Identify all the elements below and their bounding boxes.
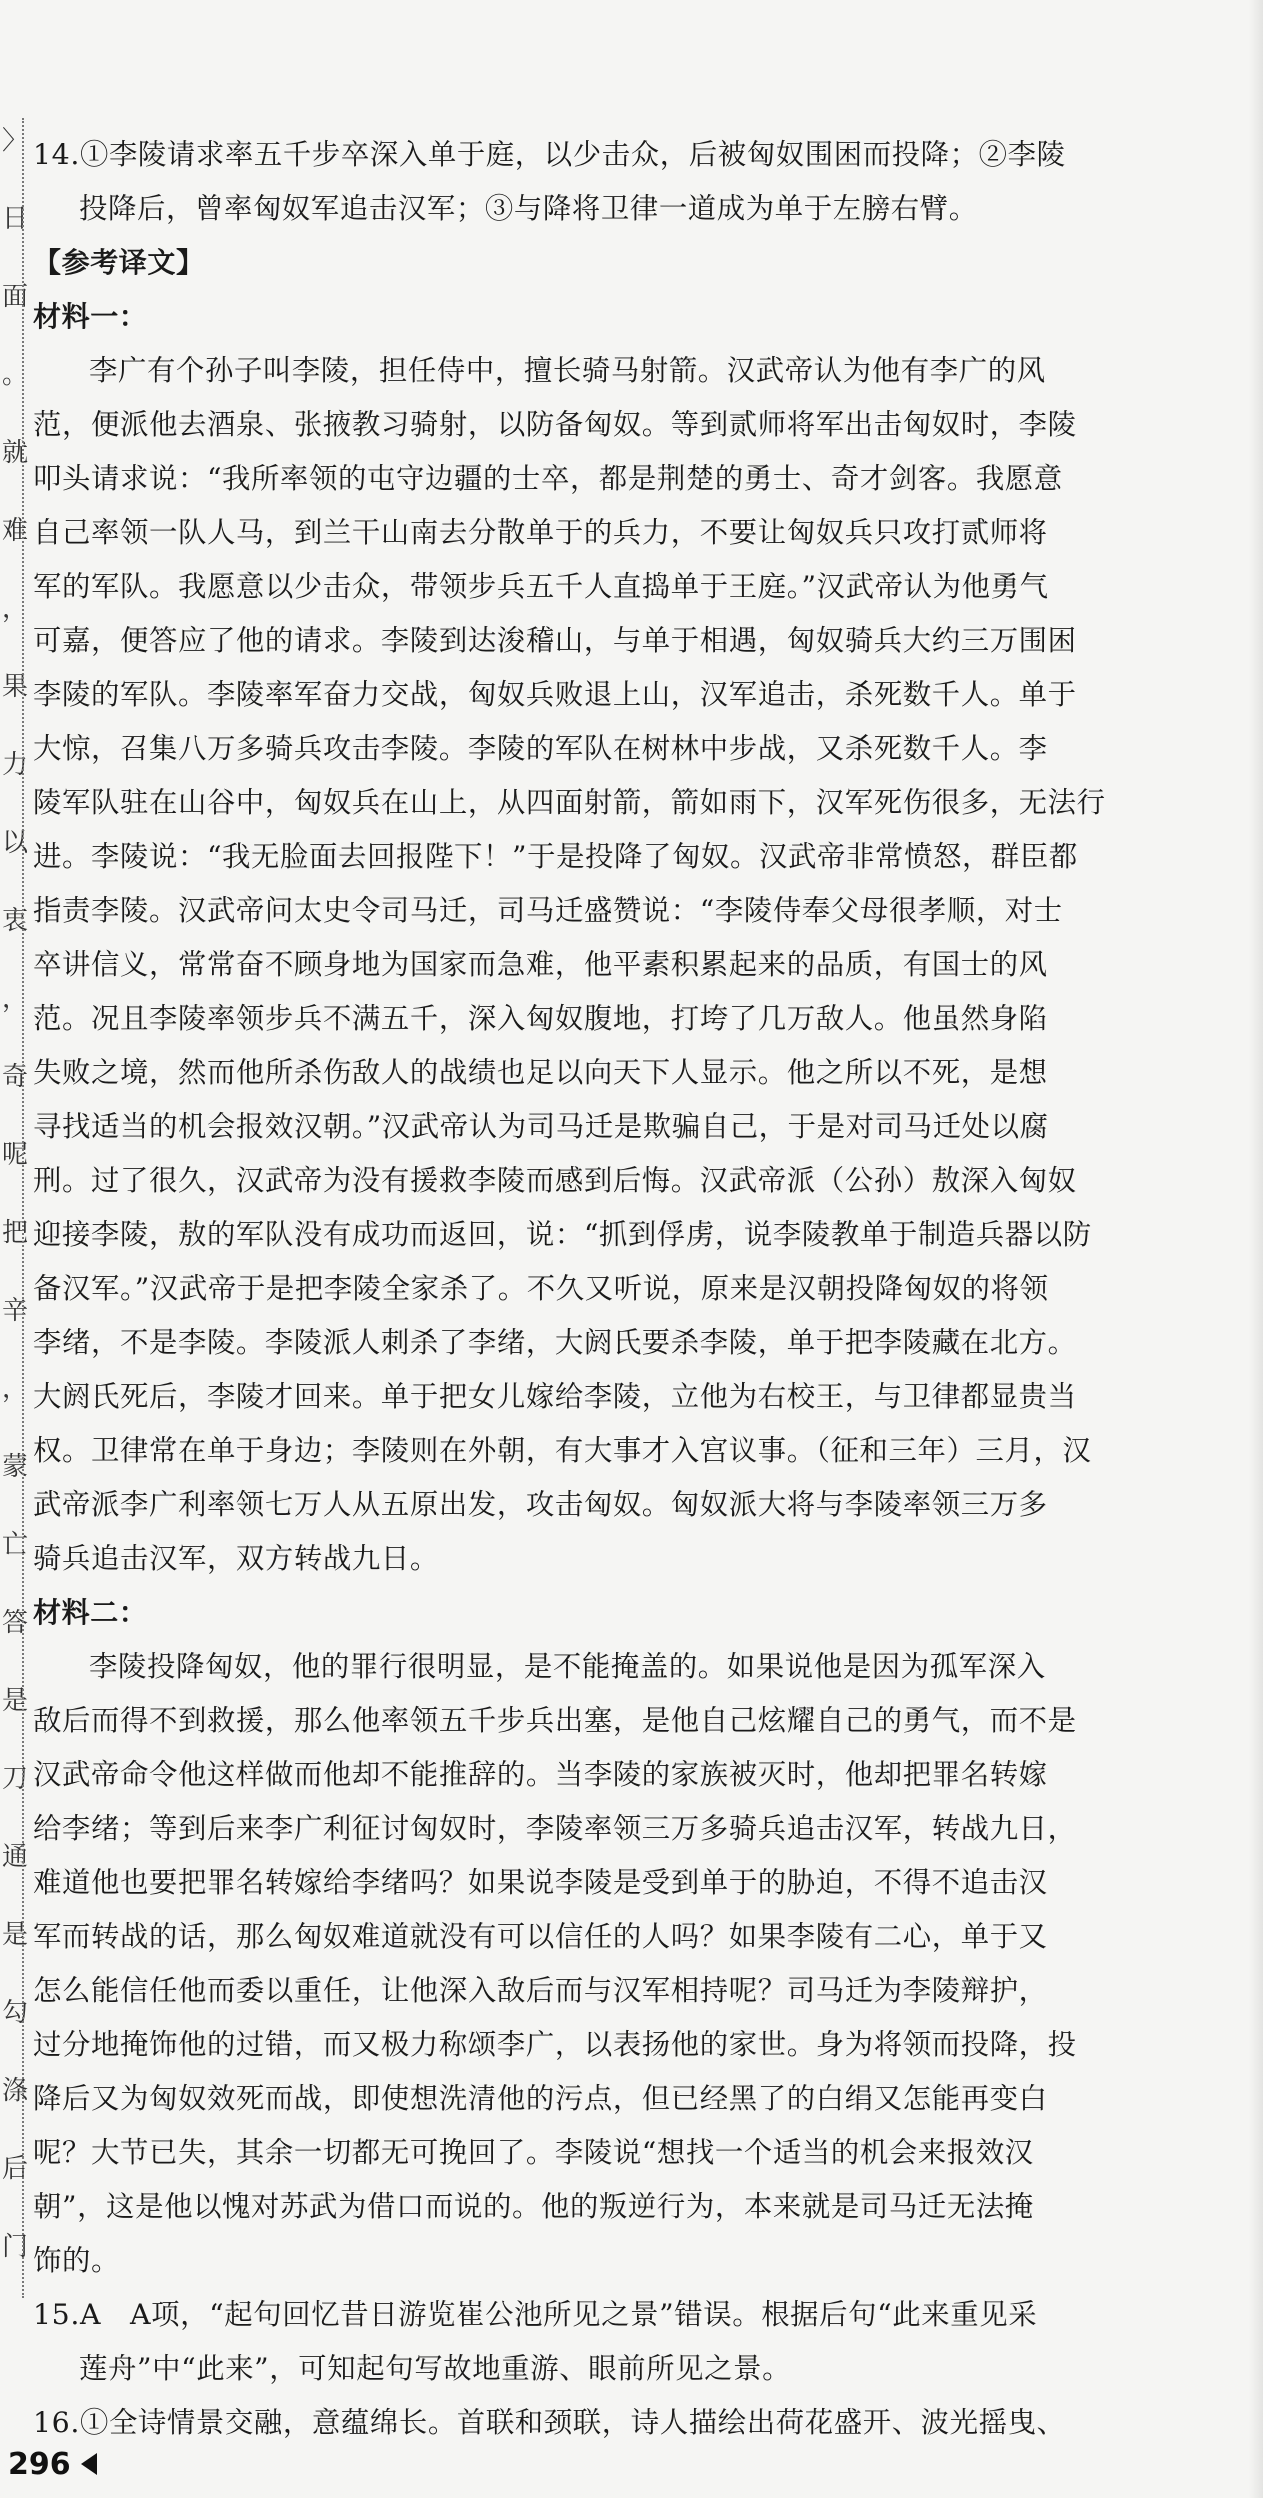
- material1-line: 李陵的军队。李陵率军奋力交战，匈奴兵败退上山，汉军追击，杀死数千人。单于: [33, 678, 1077, 711]
- edge-fragment: 面: [2, 282, 29, 312]
- edge-fragment: 辛: [2, 1296, 29, 1326]
- q15-line-2: 莲舟”中“此来”，可知起句写故地重游、眼前所见之景。: [79, 2352, 792, 2385]
- opposite-page-edge: [0, 120, 29, 2300]
- translation-heading: 【参考译文】: [33, 246, 205, 279]
- q14-line-2: 投降后，曾率匈奴军追击汉军；③与降将卫律一道成为单于左膀右臂。: [79, 192, 978, 225]
- material2-line: 呢？大节已失，其余一切都无可挽回了。李陵说“想找一个适当的机会来报效汉: [33, 2136, 1034, 2169]
- edge-fragment: 是: [2, 1920, 29, 1950]
- material1-line: 范。况且李陵率领步兵不满五千，深入匈奴腹地，打垮了几万敌人。他虽然身陷: [33, 1002, 1048, 1035]
- edge-fragment: 门: [2, 2232, 29, 2262]
- material1-line: 军的军队。我愿意以少击众，带领步兵五千人直捣单于王庭。”汉武帝认为他勇气: [33, 570, 1049, 603]
- material2-line: 军而转战的话，那么匈奴难道就没有可以信任的人吗？如果李陵有二心，单于又: [33, 1920, 1048, 1953]
- edge-fragment: 难: [2, 516, 29, 546]
- material1-line: 李绪，不是李陵。李陵派人刺杀了李绪，大阏氏要杀李陵，单于把李陵藏在北方。: [33, 1326, 1077, 1359]
- edge-fragment: 奇: [2, 1062, 29, 1092]
- material1-line: 进。李陵说：“我无脸面去回报陛下！”于是投降了匈奴。汉武帝非常愤怒，群臣都: [33, 840, 1078, 873]
- edge-fragment: ，: [2, 1374, 29, 1404]
- material1-line: 武帝派李广利率领七万人从五原出发，攻击匈奴。匈奴派大将与李陵率领三万多: [33, 1488, 1048, 1521]
- material2-heading: 材料二：: [33, 1596, 148, 1629]
- material1-line: 大阏氏死后，李陵才回来。单于把女儿嫁给李陵，立他为右校王，与卫律都显贵当: [33, 1380, 1077, 1413]
- material1-line: 寻找适当的机会报效汉朝。”汉武帝认为司马迁是欺骗自己，于是对司马迁处以腐: [33, 1110, 1049, 1143]
- edge-fragment: 亡: [2, 1530, 29, 1560]
- edge-fragment: 涤: [2, 2076, 29, 2106]
- material2-line: 朝”，这是他以愧对苏武为借口而说的。他的叛逆行为，本来就是司马迁无法掩: [33, 2190, 1034, 2223]
- material1-line: 指责李陵。汉武帝问太史令司马迁，司马迁盛赞说：“李陵侍奉父母很孝顺，对士: [33, 894, 1063, 927]
- left-triangle-icon: [81, 2453, 97, 2475]
- material1-line: 迎接李陵，敖的军队没有成功而返回，说：“抓到俘虏，说李陵教单于制造兵器以防: [33, 1218, 1092, 1251]
- material1-line: 可嘉，便答应了他的请求。李陵到达浚稽山，与单于相遇，匈奴骑兵大约三万围困: [33, 624, 1077, 657]
- page-footer: [8, 2444, 97, 2484]
- material1-line: 骑兵追击汉军，双方转战九日。: [33, 1542, 439, 1575]
- edge-fragment: 通: [2, 1842, 29, 1872]
- material1-line: 失败之境，然而他所杀伤敌人的战绩也足以向天下人显示。他之所以不死，是想: [33, 1056, 1048, 1089]
- edge-fragment: 以: [2, 828, 29, 858]
- material2-body: [33, 1640, 1077, 2288]
- edge-fragment: 日: [2, 204, 29, 234]
- material1-heading: 材料一：: [33, 300, 148, 333]
- material1-line: 备汉军。”汉武帝于是把李陵全家杀了。不久又听说，原来是汉朝投降匈奴的将领: [33, 1272, 1049, 1305]
- edge-fragment: 勾: [2, 1998, 29, 2028]
- material2-line: 李陵投降匈奴，他的罪行很明显，是不能掩盖的。如果说他是因为孤军深入: [89, 1650, 1046, 1683]
- material1-line: 自己率领一队人马，到兰干山南去分散单于的兵力，不要让匈奴兵只攻打贰师将: [33, 516, 1048, 549]
- material2-line: 饰的。: [33, 2244, 120, 2277]
- q14-line-1: 14.①李陵请求率五千步卒深入单于庭，以少击众，后被匈奴围困而投降；②李陵: [33, 138, 1066, 171]
- material1-line: 陵军队驻在山谷中，匈奴兵在山上，从四面射箭，箭如雨下，汉军死伤很多，无法行: [33, 786, 1106, 819]
- q15-line-1: 15.A A项，“起句回忆昔日游览崔公池所见之景”错误。根据后句“此来重见采: [33, 2298, 1038, 2331]
- material1-line: 叩头请求说：“我所率领的屯守边疆的士卒，都是荆楚的勇士、奇才剑客。我愿意: [33, 462, 1063, 495]
- edge-fragment: 是: [2, 1686, 29, 1716]
- edge-fragment: 答: [2, 1608, 29, 1638]
- edge-fragment: 果: [2, 672, 29, 702]
- edge-fragment: 蒙: [2, 1452, 29, 1482]
- edge-fragment: 刀: [2, 1764, 29, 1794]
- material1-body: [33, 344, 1106, 1586]
- material2-line: 敌后而得不到救援，那么他率领五千步兵出塞，是他自己炫耀自己的勇气，而不是: [33, 1704, 1077, 1737]
- material2-line: 给李绪；等到后来李广利征讨匈奴时，李陵率领三万多骑兵追击汉军，转战九日，: [33, 1812, 1077, 1845]
- material2-line: 汉武帝命令他这样做而他却不能推辞的。当李陵的家族被灭时，他却把罪名转嫁: [33, 1758, 1048, 1791]
- edge-fragment: 〉: [2, 126, 29, 156]
- edge-fragment: 力: [2, 750, 29, 780]
- edge-fragment: ，: [2, 594, 29, 624]
- material1-line: 刑。过了很久，汉武帝为没有援救李陵而感到后悔。汉武帝派（公孙）敖深入匈奴: [33, 1164, 1077, 1197]
- page-number: 296: [8, 2446, 71, 2482]
- edge-fragment: 呢: [2, 1140, 29, 1170]
- edge-fragment: 就: [2, 438, 29, 468]
- material2-line: 难道他也要把罪名转嫁给李绪吗？如果说李陵是受到单于的胁迫，不得不追击汉: [33, 1866, 1048, 1899]
- dotted-margin-rule: [22, 118, 24, 2298]
- material1-line: 卒讲信义，常常奋不顾身地为国家而急难，他平素积累起来的品质，有国士的风: [33, 948, 1048, 981]
- edge-fragment: ，: [2, 984, 29, 1014]
- material1-line: 权。卫律常在单于身边；李陵则在外朝，有大事才入宫议事。（征和三年）三月，汉: [33, 1434, 1092, 1467]
- material2-line: 怎么能信任他而委以重任，让他深入敌后而与汉军相持呢？司马迁为李陵辩护，: [33, 1974, 1048, 2007]
- q16-line-1: 16.①全诗情景交融，意蕴绵长。首联和颈联，诗人描绘出荷花盛开、波光摇曳、: [33, 2406, 1066, 2439]
- edge-fragment: 后: [2, 2154, 29, 2184]
- edge-fragment: 把: [2, 1218, 29, 1248]
- edge-fragment: 衷: [2, 906, 29, 936]
- material2-line: 过分地掩饰他的过错，而又极力称颂李广，以表扬他的家世。身为将领而投降，投: [33, 2028, 1077, 2061]
- material1-line: 李广有个孙子叫李陵，担任侍中，擅长骑马射箭。汉武帝认为他有李广的风: [89, 354, 1046, 387]
- answer-content: [33, 128, 1106, 2450]
- material1-line: 范，便派他去酒泉、张掖教习骑射，以防备匈奴。等到贰师将军出击匈奴时，李陵: [33, 408, 1077, 441]
- material1-line: 大惊，召集八万多骑兵攻击李陵。李陵的军队在树林中步战，又杀死数千人。李: [33, 732, 1048, 765]
- material2-line: 降后又为匈奴效死而战，即使想洗清他的污点，但已经黑了的白绢又怎能再变白: [33, 2082, 1048, 2115]
- page-gutter-shadow: [1249, 0, 1263, 2498]
- edge-fragment: 。: [2, 360, 29, 390]
